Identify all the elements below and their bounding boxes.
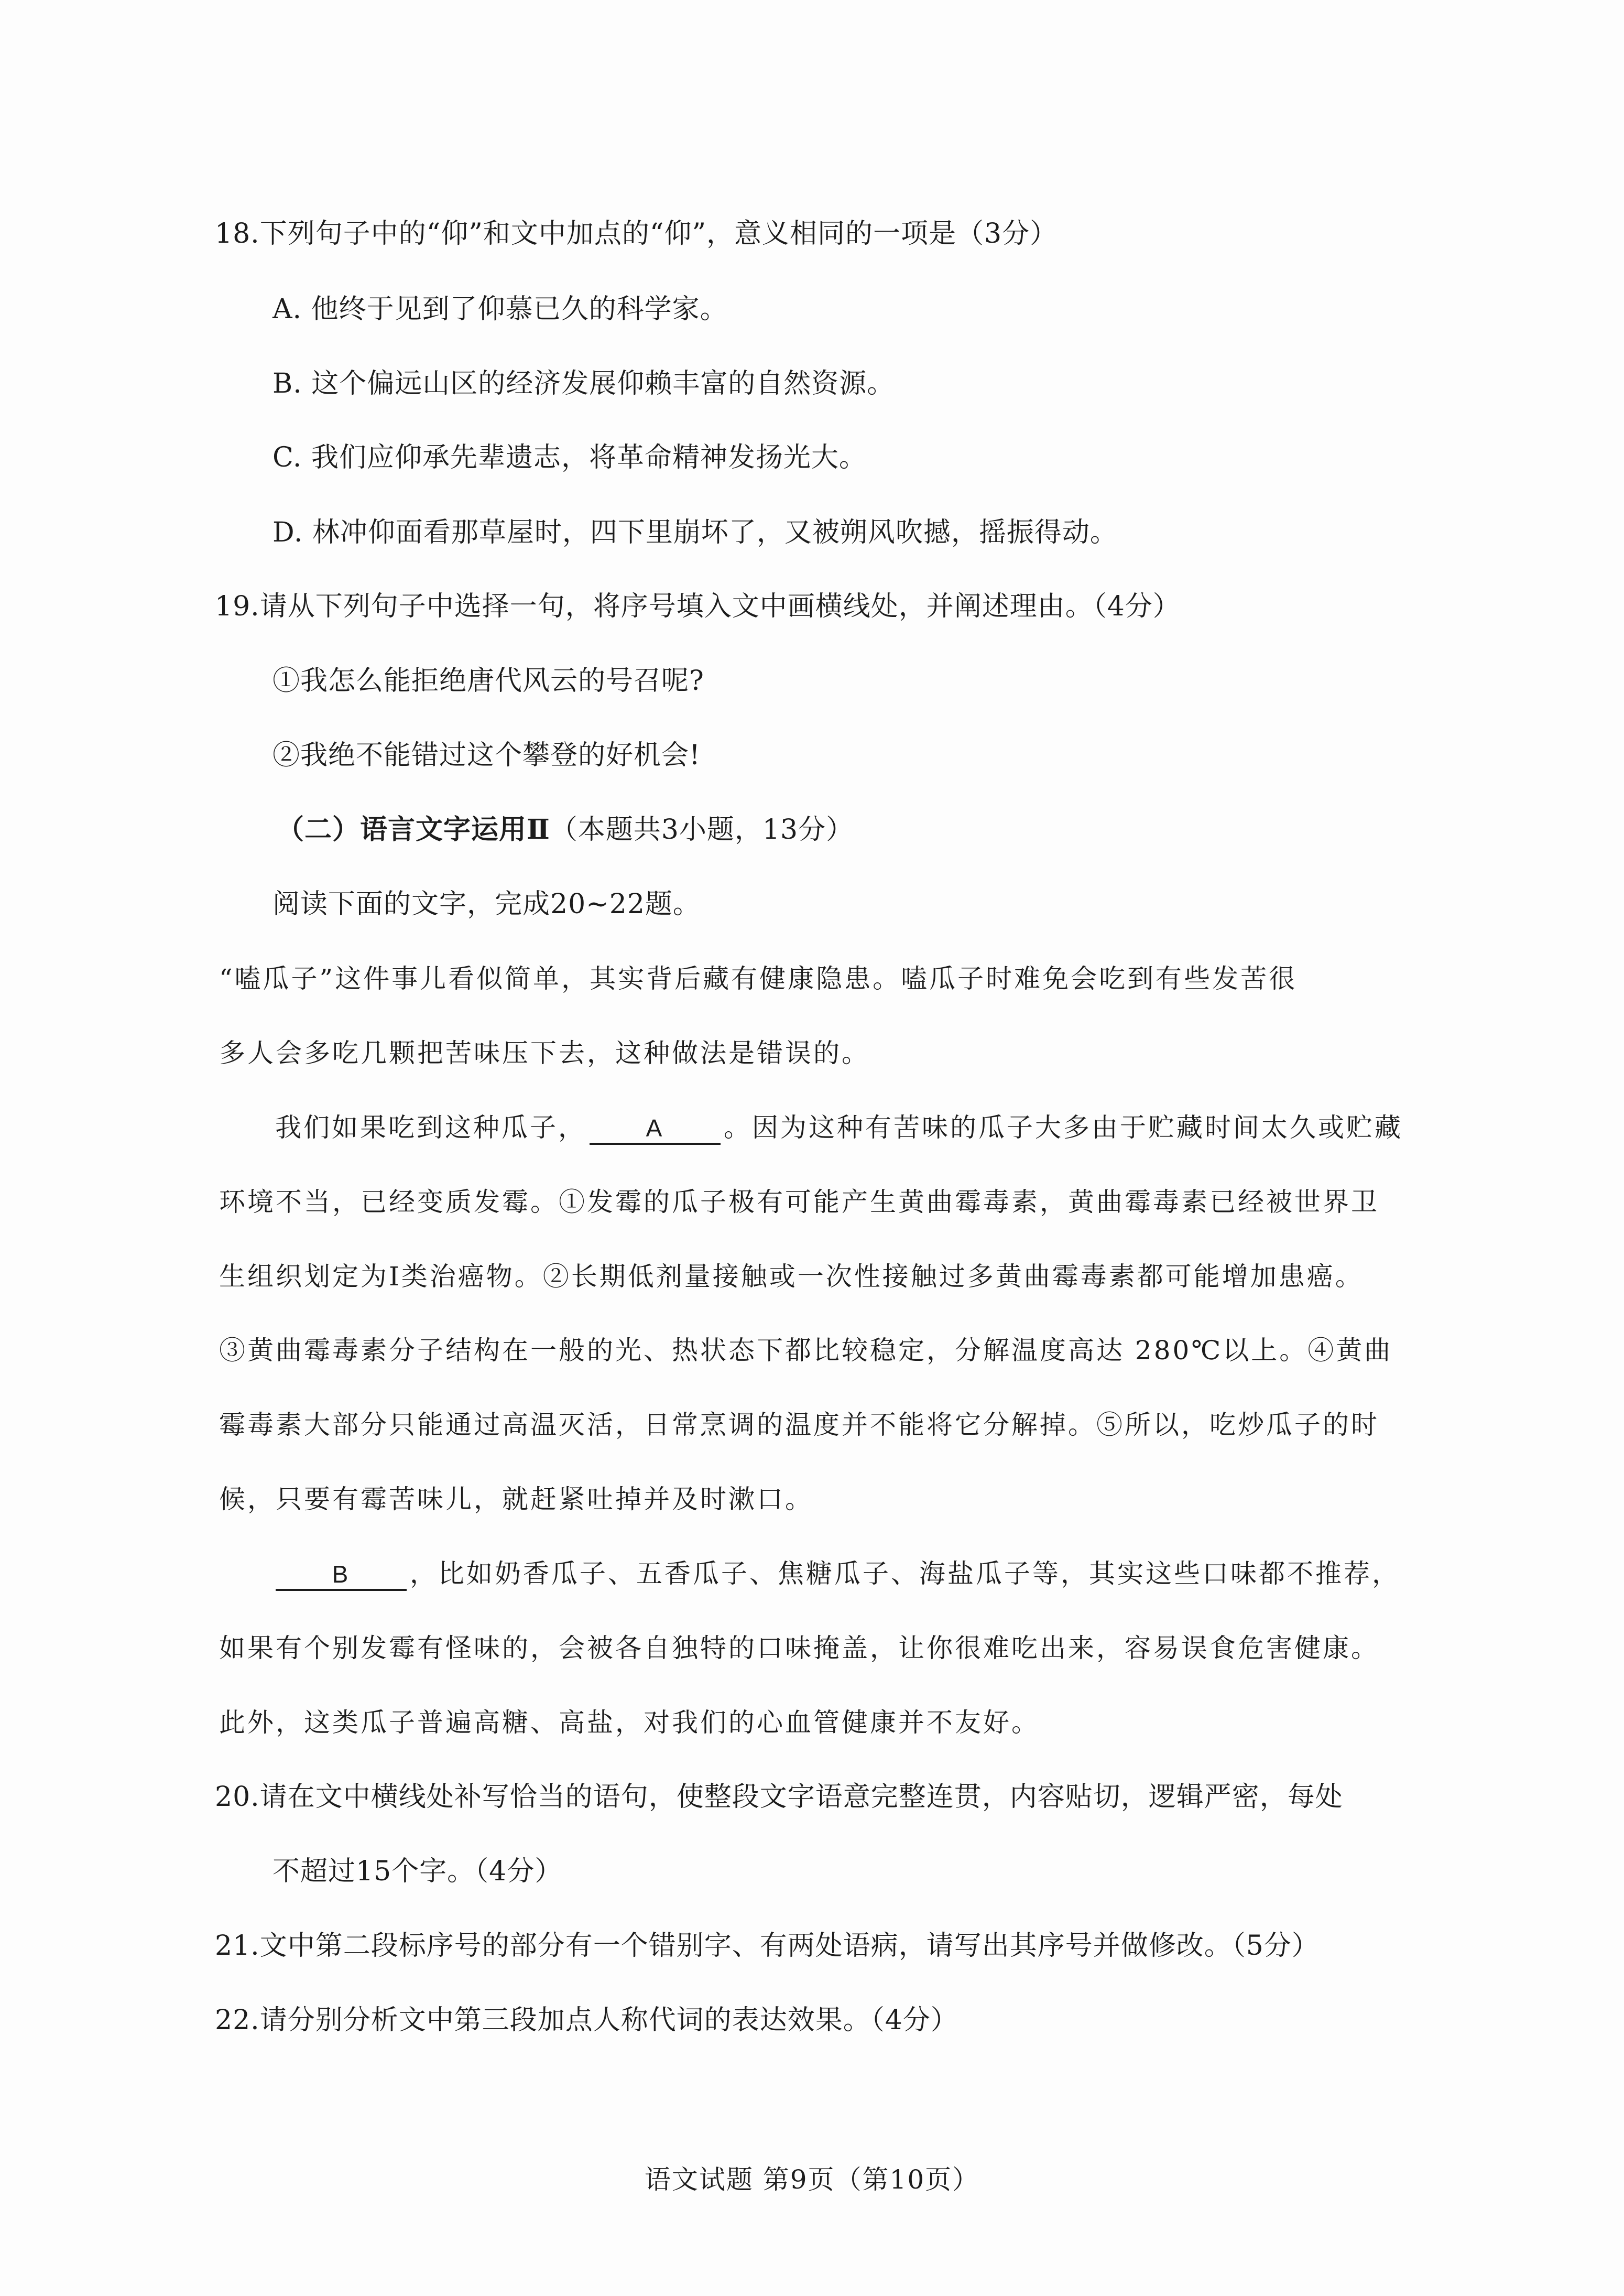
question-22-stem: 22.请分别分析文中第三段加点人称代词的表达效果。（4分） <box>215 2005 958 2036</box>
question-21-stem: 21.文中第二段标序号的部分有一个错别字、有两处语病，请写出其序号并做修改。（5分） <box>215 1930 1320 1962</box>
question-18-option-d: D. 林冲仰面看那草屋时，四下里崩坏了，又被朔风吹撼，摇振得动。 <box>273 517 1118 548</box>
passage-p3-line1 <box>273 1555 1400 1592</box>
question-20-stem-line2: 不超过15个字。（4分） <box>273 1856 563 1887</box>
passage-p1-line2: 多人会多吃几颗把苦味压下去，这种做法是错误的。 <box>219 1038 870 1068</box>
passage-p1-line1: “嗑瓜子”这件事儿看似简单，其实背后藏有健康隐患。嗑瓜子时难免会吃到有些发苦很 <box>219 963 1298 994</box>
passage-p2-line6: 候，只要有霉苦味儿，就赶紧吐掉并及时漱口。 <box>219 1484 813 1514</box>
question-19-stem: 19.请从下列句子中选择一句，将序号填入文中画横线处，并阐述理由。（4分） <box>215 591 1181 622</box>
question-18-option-b: B. 这个偏远山区的经济发展仰赖丰富的自然资源。 <box>273 368 895 399</box>
section-title: （二）语言文字运用Ⅱ <box>277 814 550 846</box>
blank-b: B <box>276 1559 407 1591</box>
question-18-option-c: C. 我们应仰承先辈遗志，将革命精神发扬光大。 <box>273 442 867 473</box>
passage-p2-line1 <box>275 1109 1403 1146</box>
passage-p3-line2: 如果有个别发霉有怪味的，会被各自独特的口味掩盖，让你很难吃出来，容易误食危害健康。 <box>219 1633 1379 1663</box>
passage-p2-line3: 生组织划定为I类治癌物。②长期低剂量接触或一次性接触过多黄曲霉毒素都可能增加患癌。 <box>219 1261 1364 1292</box>
reading-instruction: 阅读下面的文字，完成20~22题。 <box>273 889 701 920</box>
question-18-option-a: A. 他终于见到了仰慕已久的科学家。 <box>273 294 728 325</box>
question-18-stem: 18.下列句子中的“仰”和文中加点的“仰”，意义相同的一项是（3分） <box>215 218 1058 250</box>
passage-p2-line2: 环境不当，已经变质发霉。①发霉的瓜子极有可能产生黄曲霉毒素，黄曲霉毒素已经被世界卫 <box>219 1187 1379 1217</box>
question-19-choice-2: ②我绝不能错过这个攀登的好机会! <box>273 740 701 771</box>
section-note: （本题共3小题，13分） <box>550 814 854 846</box>
passage-p2-line1-post: 。因为这种有苦味的瓜子大多由于贮藏时间太久或贮藏 <box>724 1112 1403 1143</box>
passage-p3-line3: 此外，这类瓜子普遍高糖、高盐，对我们的心血管健康并不友好。 <box>219 1707 1040 1738</box>
question-20-stem-line1: 20.请在文中横线处补写恰当的语句，使整段文字语意完整连贯，内容贴切，逻辑严密，每处 <box>215 1781 1343 1813</box>
question-19-choice-1: ①我怎么能拒绝唐代风云的号召呢? <box>273 665 704 697</box>
page-footer: 语文试题 第9页（第10页） <box>644 2164 980 2195</box>
blank-a: A <box>590 1113 721 1145</box>
section-heading <box>277 811 854 848</box>
passage-p3-line1-post: ，比如奶香瓜子、五香瓜子、焦糖瓜子、海盐瓜子等，其实这些口味都不推荐， <box>410 1558 1400 1589</box>
passage-p2-line4: ③黄曲霉毒素分子结构在一般的光、热状态下都比较稳定，分解温度高达 280℃以上。④黄曲 <box>219 1335 1393 1366</box>
passage-p2-line1-pre: 我们如果吃到这种瓜子， <box>275 1112 586 1143</box>
passage-p2-line5: 霉毒素大部分只能通过高温灭活，日常烹调的温度并不能将它分解掉。⑤所以，吃炒瓜子的时 <box>219 1410 1379 1440</box>
